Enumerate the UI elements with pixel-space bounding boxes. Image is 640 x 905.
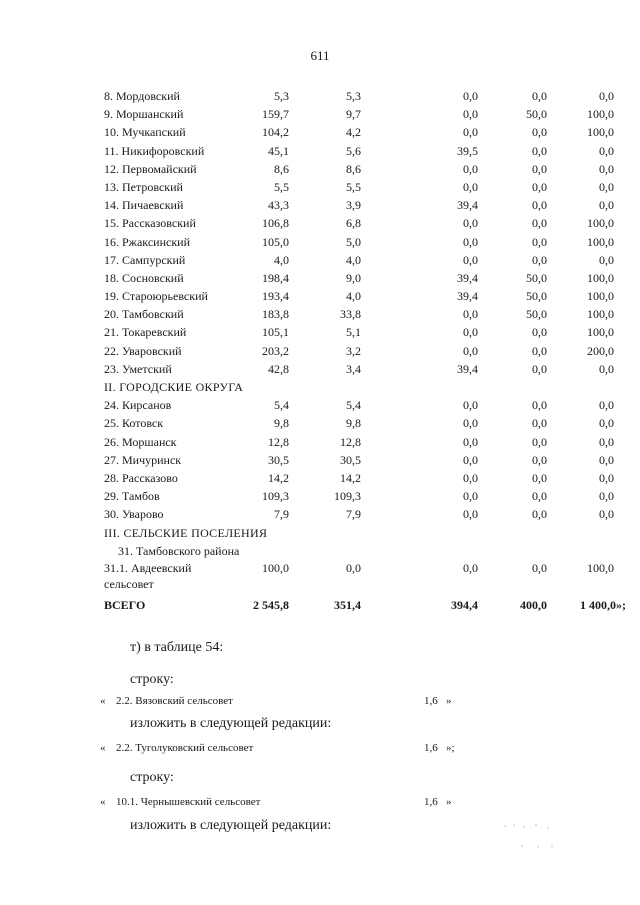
row-name: 12. Первомайский <box>104 161 197 176</box>
cell: 0,0 <box>463 307 478 322</box>
cell: 33,8 <box>340 307 361 322</box>
cell: 100,0 <box>587 289 614 304</box>
cell: 200,0 <box>587 343 614 358</box>
cell: 0,0 <box>532 198 547 213</box>
cell: 39,4 <box>457 198 478 213</box>
cell: 100,0 <box>587 125 614 140</box>
cell: 12,8 <box>340 434 361 449</box>
cell: 50,0 <box>526 270 547 285</box>
total-cell: 400,0 <box>520 597 547 612</box>
cell: 0,0 <box>599 416 614 431</box>
table-row <box>0 396 640 414</box>
cell: 0,0 <box>532 234 547 249</box>
cell: 5,3 <box>346 89 361 103</box>
cell: 0,0 <box>532 434 547 449</box>
row-name: 24. Кирсанов <box>104 398 172 413</box>
row-name: 21. Токаревский <box>104 325 187 340</box>
cell: 0,0 <box>532 398 547 413</box>
cell: 0,0 <box>599 434 614 449</box>
row-name: 29. Тамбов <box>104 489 160 504</box>
cell: 5,1 <box>346 325 361 340</box>
table-row <box>0 360 640 378</box>
cell: 0,0 <box>463 161 478 176</box>
paragraph-izlozhit: изложить в следующей редакции: <box>130 818 332 833</box>
scan-noise <box>500 822 560 852</box>
table-row <box>0 233 640 251</box>
cell: 0,0 <box>463 234 478 249</box>
total-label: ВСЕГО <box>104 597 146 612</box>
cell: 5,0 <box>346 234 361 249</box>
cell: 0,0 <box>463 434 478 449</box>
cell: 0,0 <box>599 179 614 194</box>
row-name: 27. Мичуринск <box>104 452 182 467</box>
replaced-line-item <box>0 695 640 711</box>
item-label: 2.2. Туголуковский сельсовет <box>116 742 254 754</box>
cell: 5,4 <box>274 398 289 413</box>
cell: 8,6 <box>274 161 289 176</box>
total-cell: 2 545,8 <box>253 597 289 612</box>
cell: 5,5 <box>346 179 361 194</box>
table-row <box>0 160 640 178</box>
row-name: 22. Уваровский <box>104 343 182 358</box>
item-value: 1,6 <box>424 742 438 754</box>
table-row <box>0 342 640 360</box>
cell: 42,8 <box>268 361 289 376</box>
subsection-title: 31. Тамбовского района <box>118 543 240 558</box>
section-title: III. СЕЛЬСКИЕ ПОСЕЛЕНИЯ <box>104 525 268 540</box>
row-name: 14. Пичаевский <box>104 198 184 213</box>
total-cell: 351,4 <box>334 597 361 612</box>
cell: 0,0 <box>463 325 478 340</box>
close-quote: » <box>446 796 452 808</box>
row-name: 11. Никифоровский <box>104 143 205 158</box>
cell: 7,9 <box>346 507 361 522</box>
cell: 8,6 <box>346 161 361 176</box>
row-name: 26. Моршанск <box>104 434 177 449</box>
cell: 0,0 <box>599 507 614 522</box>
row-name: 17. Сампурский <box>104 252 186 267</box>
cell: 159,7 <box>262 107 289 122</box>
cell: 0,0 <box>463 125 478 140</box>
cell: 0,0 <box>532 161 547 176</box>
subsection-header <box>0 542 640 560</box>
table-row <box>0 451 640 469</box>
total-cell: 1 400,0»; <box>580 597 626 612</box>
cell: 0,0 <box>346 560 361 575</box>
cell: 0,0 <box>463 560 478 575</box>
row-name <box>104 560 191 592</box>
table-row <box>0 214 640 232</box>
cell: 0,0 <box>599 361 614 376</box>
cell: 0,0 <box>599 452 614 467</box>
cell: 0,0 <box>599 161 614 176</box>
cell: 14,2 <box>268 470 289 485</box>
cell: 0,0 <box>532 560 547 575</box>
cell: 39,4 <box>457 270 478 285</box>
row-name: 23. Уметский <box>104 361 172 376</box>
open-quote: « <box>100 742 106 754</box>
cell: 198,4 <box>262 270 289 285</box>
cell: 203,2 <box>262 343 289 358</box>
cell: 0,0 <box>599 470 614 485</box>
cell: 105,1 <box>262 325 289 340</box>
cell: 105,0 <box>262 234 289 249</box>
table-row <box>0 287 640 305</box>
cell: 0,0 <box>599 398 614 413</box>
cell: 3,2 <box>346 343 361 358</box>
cell: 0,0 <box>599 143 614 158</box>
cell: 39,4 <box>457 361 478 376</box>
cell: 0,0 <box>463 107 478 122</box>
cell: 14,2 <box>340 470 361 485</box>
table-row <box>0 251 640 269</box>
paragraph-table54: т) в таблице 54: <box>130 640 224 655</box>
row-name: 30. Уварово <box>104 507 164 522</box>
cell: 5,3 <box>274 89 289 103</box>
cell: 5,4 <box>346 398 361 413</box>
cell: 0,0 <box>599 198 614 213</box>
paragraph-stroku: строку: <box>130 770 174 785</box>
cell: 0,0 <box>599 89 614 103</box>
table-row <box>0 469 640 487</box>
row-name-line2: сельсовет <box>104 576 154 591</box>
cell: 0,0 <box>532 125 547 140</box>
cell: 0,0 <box>532 507 547 522</box>
cell: 9,8 <box>346 416 361 431</box>
cell: 4,0 <box>346 289 361 304</box>
item-label: 2.2. Вязовский сельсовет <box>116 695 233 707</box>
row-name: 13. Петровский <box>104 179 183 194</box>
open-quote: « <box>100 796 106 808</box>
cell: 0,0 <box>463 489 478 504</box>
cell: 0,0 <box>599 489 614 504</box>
cell: 0,0 <box>532 325 547 340</box>
cell: 0,0 <box>532 470 547 485</box>
new-line-item <box>0 742 640 758</box>
cell: 0,0 <box>463 416 478 431</box>
cell: 6,8 <box>346 216 361 231</box>
cell: 0,0 <box>463 179 478 194</box>
cell: 100,0 <box>587 270 614 285</box>
cell: 0,0 <box>463 452 478 467</box>
cell: 3,9 <box>346 198 361 213</box>
cell: 0,0 <box>532 489 547 504</box>
paragraph-stroku: строку: <box>130 672 174 687</box>
cell: 0,0 <box>532 179 547 194</box>
cell: 100,0 <box>587 325 614 340</box>
cell: 39,4 <box>457 289 478 304</box>
cell: 43,3 <box>268 198 289 213</box>
item-value: 1,6 <box>424 796 438 808</box>
cell: 109,3 <box>334 489 361 504</box>
row-name: 9. Моршанский <box>104 107 184 122</box>
cell: 109,3 <box>262 489 289 504</box>
cell: 39,5 <box>457 143 478 158</box>
row-name: 28. Рассказово <box>104 470 178 485</box>
cell: 104,2 <box>262 125 289 140</box>
row-name: 25. Котовск <box>104 416 164 431</box>
cell: 0,0 <box>532 452 547 467</box>
section-header-rural-settlements <box>0 524 640 542</box>
cell: 100,0 <box>587 234 614 249</box>
table-row <box>0 142 640 160</box>
cell: 5,6 <box>346 143 361 158</box>
cell: 30,5 <box>340 452 361 467</box>
cell: 0,0 <box>532 216 547 231</box>
cell: 45,1 <box>268 143 289 158</box>
row-name: 18. Сосновский <box>104 270 184 285</box>
cell: 5,5 <box>274 179 289 194</box>
table-row <box>0 433 640 451</box>
budget-table <box>0 87 640 616</box>
row-name: 19. Староюрьевский <box>104 289 208 304</box>
cell: 9,7 <box>346 107 361 122</box>
cell: 100,0 <box>587 216 614 231</box>
cell: 0,0 <box>463 216 478 231</box>
cell: 0,0 <box>463 252 478 267</box>
cell: 9,8 <box>274 416 289 431</box>
cell: 0,0 <box>532 343 547 358</box>
cell: 106,8 <box>262 216 289 231</box>
section-header-city-districts <box>0 378 640 396</box>
table-row <box>0 196 640 214</box>
cell: 183,8 <box>262 307 289 322</box>
paragraph-izlozhit: изложить в следующей редакции: <box>130 716 332 731</box>
table-row <box>0 305 640 323</box>
cell: 0,0 <box>463 507 478 522</box>
table-row <box>0 560 640 594</box>
row-name: 20. Тамбовский <box>104 307 184 322</box>
cell: 7,9 <box>274 507 289 522</box>
table-row <box>0 269 640 287</box>
replaced-line-item <box>0 796 640 812</box>
cell: 0,0 <box>532 361 547 376</box>
cell: 4,0 <box>346 252 361 267</box>
cell: 0,0 <box>532 252 547 267</box>
cell: 100,0 <box>587 307 614 322</box>
table-row <box>0 123 640 141</box>
cell: 30,5 <box>268 452 289 467</box>
cell: 100,0 <box>587 107 614 122</box>
table-row <box>0 87 640 105</box>
table-row <box>0 414 640 432</box>
row-name-line1: 31.1. Авдеевский <box>104 560 192 575</box>
cell: 0,0 <box>532 89 547 103</box>
cell: 100,0 <box>587 560 614 575</box>
cell: 0,0 <box>532 143 547 158</box>
row-name: 16. Ржаксинский <box>104 234 190 249</box>
cell: 9,0 <box>346 270 361 285</box>
row-name: 8. Мордовский <box>104 89 180 103</box>
cell: 0,0 <box>463 343 478 358</box>
open-quote: « <box>100 695 106 707</box>
total-cell: 394,4 <box>451 597 478 612</box>
cell: 50,0 <box>526 107 547 122</box>
section-title: II. ГОРОДСКИЕ ОКРУГА <box>104 380 244 394</box>
cell: 0,0 <box>463 398 478 413</box>
rows-municipal-districts <box>0 87 640 378</box>
row-name: 15. Рассказовский <box>104 216 196 231</box>
table-row <box>0 487 640 505</box>
cell: 100,0 <box>262 560 289 575</box>
cell: 0,0 <box>463 89 478 103</box>
table-row <box>0 105 640 123</box>
item-label: 10.1. Чернышевский сельсовет <box>116 796 261 808</box>
cell: 4,2 <box>346 125 361 140</box>
table-row <box>0 505 640 523</box>
close-quote: »; <box>446 742 455 754</box>
cell: 50,0 <box>526 307 547 322</box>
item-value: 1,6 <box>424 695 438 707</box>
cell: 0,0 <box>599 252 614 267</box>
row-name: 10. Мучкапский <box>104 125 186 140</box>
cell: 12,8 <box>268 434 289 449</box>
table-row <box>0 178 640 196</box>
cell: 4,0 <box>274 252 289 267</box>
cell: 3,4 <box>346 361 361 376</box>
rows-city-districts <box>0 396 640 523</box>
page-number: 611 <box>310 48 330 63</box>
cell: 0,0 <box>532 416 547 431</box>
close-quote: » <box>446 695 452 707</box>
cell: 0,0 <box>463 470 478 485</box>
cell: 193,4 <box>262 289 289 304</box>
cell: 50,0 <box>526 289 547 304</box>
table-row <box>0 323 640 341</box>
total-row <box>0 594 640 616</box>
